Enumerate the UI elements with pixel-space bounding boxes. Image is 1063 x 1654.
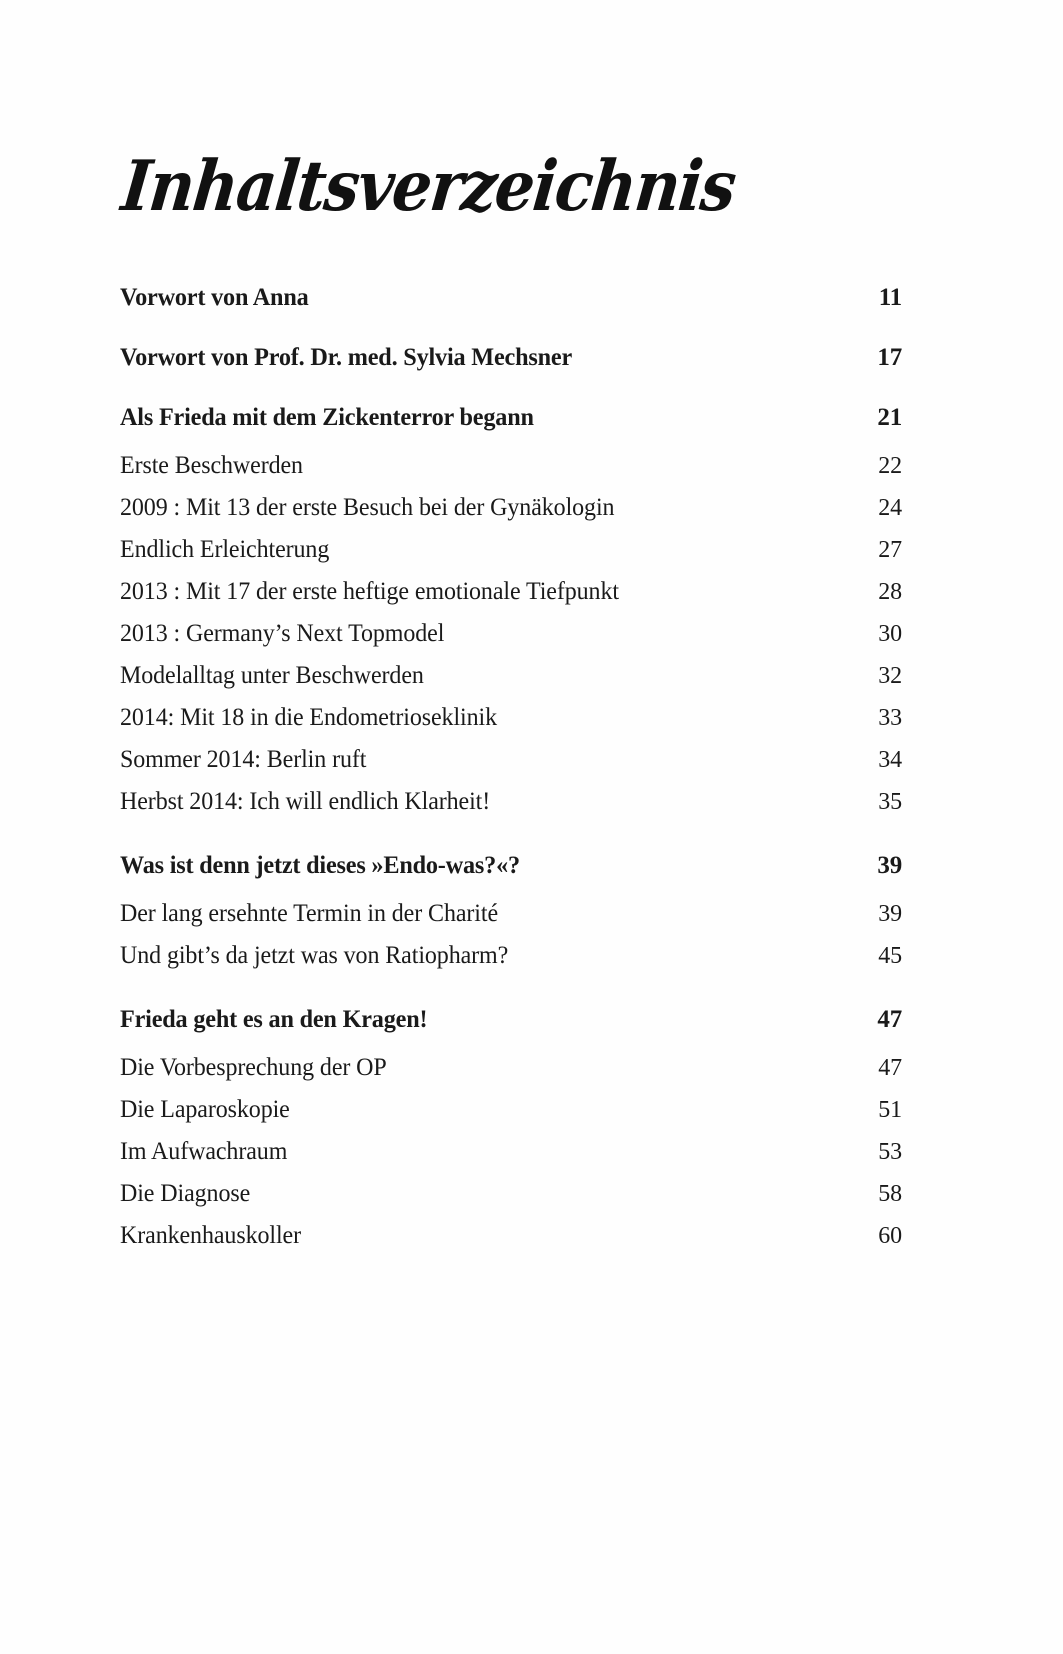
toc-entry-label: Die Diagnose [120, 1180, 251, 1207]
toc-entry-page-number: 22 [878, 453, 902, 479]
toc-chapter-row[interactable] [120, 402, 902, 432]
toc-entry-row[interactable] [120, 662, 902, 690]
toc-chapter-page-number: 39 [877, 852, 902, 879]
toc-entry-label: Der lang ersehnte Termin in der Charité [120, 900, 498, 927]
toc-group [120, 1004, 902, 1250]
toc-chapter-row[interactable] [120, 342, 902, 372]
toc-entry-label: Sommer 2014: Berlin ruft [120, 746, 367, 773]
toc-entry-page-number: 58 [878, 1181, 902, 1207]
toc-entry-row[interactable] [120, 1138, 902, 1166]
toc-entry-label: Endlich Erleichterung [120, 536, 330, 563]
toc-entry-page-number: 47 [878, 1055, 902, 1081]
toc-entry-label: 2013 : Germany’s Next Topmodel [120, 620, 445, 647]
toc-entry-label: Erste Beschwerden [120, 452, 303, 479]
toc-entry-label: 2013 : Mit 17 der erste heftige emotionale Tiefpunkt [120, 578, 619, 605]
toc-entry-page-number: 27 [878, 537, 902, 563]
toc-entry-page-number: 32 [878, 663, 902, 689]
toc-entry-row[interactable] [120, 1222, 902, 1250]
toc-chapter-page-number: 17 [877, 344, 902, 371]
toc-entry-page-number: 51 [878, 1097, 902, 1123]
toc-entry-row[interactable] [120, 1180, 902, 1208]
toc-entry-label: Und gibt’s da jetzt was von Ratiopharm? [120, 942, 509, 969]
toc-chapter-label: Als Frieda mit dem Zickenterror begann [120, 402, 534, 431]
toc-entry-label: 2009 : Mit 13 der erste Besuch bei der Gynäkologin [120, 494, 615, 521]
toc-chapter-page-number: 11 [878, 284, 902, 311]
toc-entry-row[interactable] [120, 452, 902, 480]
toc-entry-row[interactable] [120, 746, 902, 774]
toc-entry-page-number: 24 [878, 495, 902, 521]
toc-entry-row[interactable] [120, 578, 902, 606]
toc-entry-label: 2014: Mit 18 in die Endometrioseklinik [120, 704, 497, 731]
toc-chapter-label: Vorwort von Anna [120, 282, 309, 311]
toc-entry-label: Im Aufwachraum [120, 1138, 288, 1165]
toc-group [120, 282, 902, 312]
toc-chapter-row[interactable] [120, 1004, 902, 1034]
toc-entry-page-number: 45 [878, 943, 902, 969]
toc-group [120, 850, 902, 970]
toc-entry-page-number: 34 [878, 747, 902, 773]
toc-entry-page-number: 39 [878, 901, 902, 927]
toc-group [120, 402, 902, 816]
toc-entry-page-number: 30 [878, 621, 902, 647]
toc-entry-row[interactable] [120, 620, 902, 648]
toc-entry-page-number: 53 [878, 1139, 902, 1165]
toc-entry-row[interactable] [120, 788, 902, 816]
toc-chapter-row[interactable] [120, 850, 902, 880]
toc-chapter-label: Frieda geht es an den Kragen! [120, 1004, 428, 1033]
toc-entry-label: Die Vorbesprechung der OP [120, 1054, 387, 1081]
toc-entry-row[interactable] [120, 1096, 902, 1124]
toc-entry-row[interactable] [120, 494, 902, 522]
toc-entry-page-number: 60 [878, 1223, 902, 1249]
toc-entry-label: Modelalltag unter Beschwerden [120, 662, 424, 689]
toc-entry-row[interactable] [120, 536, 902, 564]
toc-chapter-row[interactable] [120, 282, 902, 312]
toc-entry-row[interactable] [120, 942, 902, 970]
toc-entry-label: Die Laparoskopie [120, 1096, 290, 1123]
toc-entry-label: Herbst 2014: Ich will endlich Klarheit! [120, 788, 491, 815]
toc-entry-row[interactable] [120, 900, 902, 928]
toc-entry-row[interactable] [120, 1054, 902, 1082]
toc-chapter-page-number: 21 [877, 404, 902, 431]
table-of-contents [120, 282, 902, 1264]
toc-entry-page-number: 28 [878, 579, 902, 605]
toc-entry-label: Krankenhauskoller [120, 1222, 301, 1249]
toc-group [120, 342, 902, 372]
toc-chapter-page-number: 47 [877, 1006, 902, 1033]
toc-chapter-label: Vorwort von Prof. Dr. med. Sylvia Mechsner [120, 342, 573, 371]
toc-entry-page-number: 35 [878, 789, 902, 815]
toc-entry-row[interactable] [120, 704, 902, 732]
toc-entry-page-number: 33 [878, 705, 902, 731]
page-title: Inhaltsverzeichnis [118, 144, 739, 227]
toc-chapter-label: Was ist denn jetzt dieses »Endo-was?«? [120, 850, 520, 879]
